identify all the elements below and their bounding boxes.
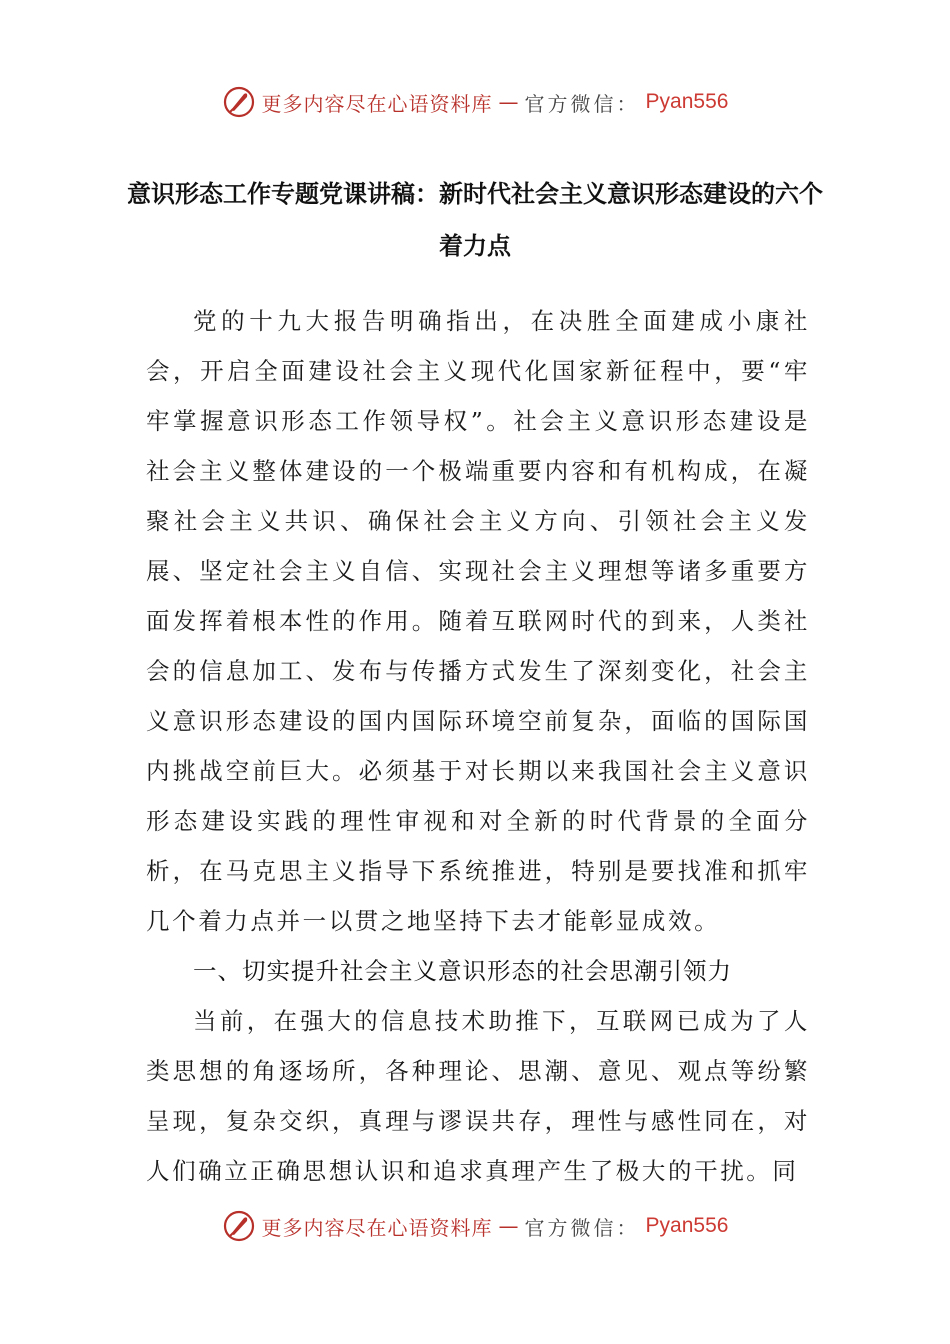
- banner-wechat-label: 官方微信：: [524, 1215, 640, 1240]
- banner-wechat-label: 官方微信：: [524, 91, 640, 116]
- banner-dash: —: [498, 1214, 519, 1238]
- banner-wechat-id: Pyan556: [645, 90, 729, 113]
- header-banner: [0, 82, 950, 122]
- banner-wechat-id: Pyan556: [645, 1214, 729, 1237]
- section-heading: 一、切实提升社会主义意识形态的社会思潮引领力: [193, 957, 732, 985]
- banner-brand-text: 更多内容尽在心语资料库: [261, 1215, 493, 1240]
- document-title: 意识形态工作专题党课讲稿：新时代社会主义意识形态建设的六个着力点: [127, 180, 823, 260]
- footer-banner: [0, 1206, 950, 1246]
- intro-paragraph: 党的十九大报告明确指出，在决胜全面建成小康社会，开启全面建设社会主义现代化国家新征程中，要“牢牢掌握意识形态工作领导权”。社会主义意识形态建设是社会主义整体建设的一个极端重要内容和有机构成，在凝聚社会主义共识、确保社会主义方向、引领社会主义发展、坚定社会主义自信、实现社会主义理想等诸多重要方面发挥着根本性的作用。随着互联网时代的到来，人类社会的信息加工、发布与传播方式发生了深刻变化，社会主义意识形态建设的国内国际环境空前复杂，面临的国际国内挑战空前巨大。必须基于对长期以来我国社会主义意识形态建设实践的理性审视和对全新的时代背景的全面分析，在马克思主义指导下系统推进，特别是要找准和抓牢几个着力点并一以贯之地坚持下去才能彰显成效。: [146, 307, 810, 935]
- banner-dash: —: [498, 90, 519, 114]
- banner-brand-text: 更多内容尽在心语资料库: [261, 91, 493, 116]
- document-body: [146, 296, 810, 1196]
- quill-pen-logo-icon: [222, 85, 256, 119]
- quill-pen-logo-icon: [222, 1209, 256, 1243]
- section-paragraph: 当前，在强大的信息技术助推下，互联网已成为了人类思想的角逐场所，各种理论、思潮、意见、观点等纷繁呈现，复杂交织，真理与谬误共存，理性与感性同在，对人们确立正确思想认识和追求真理产生了极大的干扰。同: [146, 1007, 810, 1185]
